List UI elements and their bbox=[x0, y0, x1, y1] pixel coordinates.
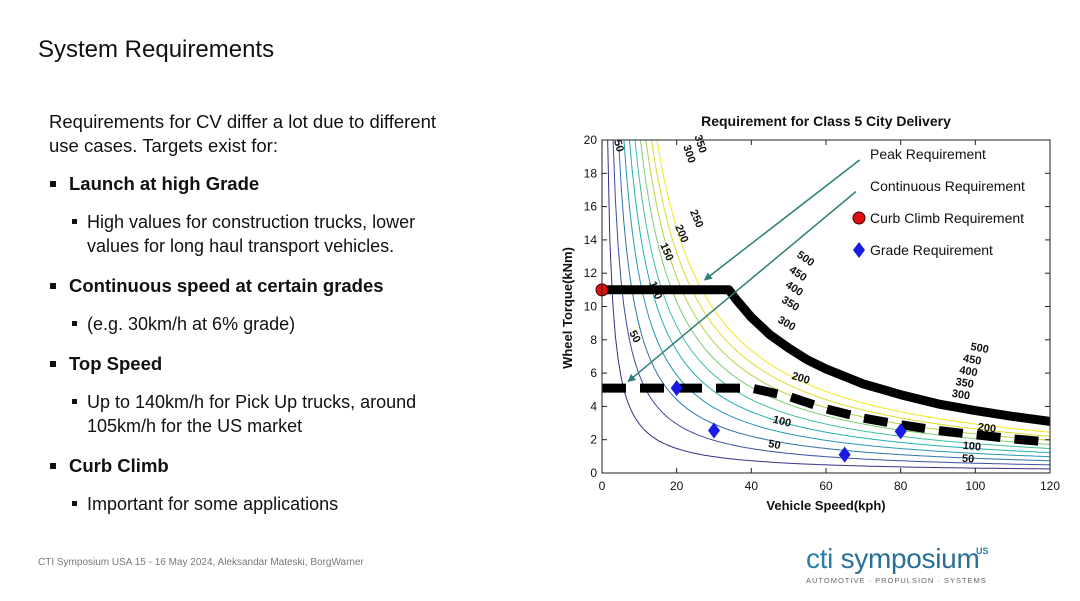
contour-label-19: 400 bbox=[958, 364, 979, 380]
x-tick-label-120: 120 bbox=[1039, 479, 1060, 493]
y-axis-label: Wheel Torque(kNm) bbox=[560, 247, 575, 369]
contour-label-0: 50 bbox=[610, 138, 626, 154]
contour-label-16: 350 bbox=[779, 294, 802, 314]
contour-label-13: 300 bbox=[775, 314, 798, 334]
contour-label-21: 450 bbox=[962, 352, 983, 368]
x-tick-label-0: 0 bbox=[598, 479, 606, 493]
annotation-arrow-0 bbox=[705, 160, 860, 280]
legend-label-2: Curb Climb Requirement bbox=[870, 210, 1025, 226]
legend-label-3: Grade Requirement bbox=[870, 242, 993, 258]
y-tick-label-6: 6 bbox=[590, 366, 597, 381]
logo-superscript: US bbox=[976, 546, 989, 556]
contour-label-18: 400 bbox=[783, 278, 806, 300]
sub-bullet-top-speed: Up to 140km/h for Pick Up trucks, around 105km/h for the US market bbox=[71, 390, 427, 438]
slide-content bbox=[49, 110, 469, 532]
footer-text: CTI Symposium USA 15 - 16 May 2024, Aleksandar Mateski, BorgWarner bbox=[38, 557, 364, 568]
contour-label-15: 350 bbox=[691, 133, 709, 155]
contour-label-17: 350 bbox=[954, 376, 975, 391]
sub-bullet-launch-grade: High values for construction trucks, lower values for long haul transport vehicles. bbox=[71, 210, 427, 258]
x-tick-label-60: 60 bbox=[819, 479, 833, 493]
legend-curb-climb-marker bbox=[853, 212, 865, 224]
x-axis-label: Vehicle Speed(kph) bbox=[766, 498, 886, 513]
contour-label-5: 100 bbox=[771, 413, 793, 430]
contour-label-23: 500 bbox=[969, 340, 990, 357]
chart-legend bbox=[853, 146, 1025, 258]
contour-label-7: 150 bbox=[657, 241, 676, 263]
sub-bullet-curb-climb: Important for some applications bbox=[71, 492, 427, 516]
grade-requirement-marker-0 bbox=[671, 380, 683, 396]
contour-label-11: 250 bbox=[687, 207, 706, 230]
chart-title: Requirement for Class 5 City Delivery bbox=[701, 113, 951, 129]
bullet-curb-climb: Curb Climb bbox=[49, 454, 469, 478]
contour-label-8: 200 bbox=[672, 222, 691, 245]
logo-symposium: symposium bbox=[833, 543, 980, 574]
contour-label-14: 300 bbox=[950, 387, 971, 403]
y-tick-label-10: 10 bbox=[583, 299, 597, 314]
legend-label-0: Peak Requirement bbox=[870, 146, 986, 162]
contour-label-6: 100 bbox=[962, 439, 982, 454]
slide-title: System Requirements bbox=[38, 36, 275, 63]
sub-bullet-continuous-speed: (e.g. 30km/h at 6% grade) bbox=[71, 312, 427, 336]
contour-label-2: 50 bbox=[767, 437, 782, 453]
y-tick-label-8: 8 bbox=[590, 332, 597, 347]
annotation-arrows bbox=[628, 160, 859, 381]
legend-grade-marker bbox=[853, 242, 865, 258]
logo-tagline: AUTOMOTIVE · PROPULSION · SYSTEMS bbox=[806, 576, 987, 585]
y-tick-label-20: 20 bbox=[583, 133, 597, 147]
x-tick-label-80: 80 bbox=[893, 479, 908, 493]
y-tick-label-12: 12 bbox=[583, 266, 597, 281]
chart-svg bbox=[556, 108, 1060, 520]
intro-text: Requirements for CV differ a lot due to different use cases. Targets exist for: bbox=[49, 111, 437, 156]
contour-label-22: 500 bbox=[794, 248, 817, 270]
y-tick-label-0: 0 bbox=[590, 466, 597, 480]
grade-requirement-marker-2 bbox=[839, 447, 851, 463]
contour-label-20: 450 bbox=[786, 263, 809, 285]
y-tick-label-16: 16 bbox=[583, 199, 597, 214]
x-tick-label-100: 100 bbox=[965, 479, 986, 493]
y-tick-label-14: 14 bbox=[583, 232, 597, 247]
logo-cti: cti bbox=[806, 543, 834, 574]
contour-label-10: 200 bbox=[977, 421, 997, 436]
bullet-launch-grade: Launch at high Grade bbox=[49, 172, 469, 196]
x-tick-label-20: 20 bbox=[669, 479, 684, 493]
contour-label-4: 100 bbox=[646, 279, 665, 302]
cti-symposium-logo bbox=[806, 544, 1006, 588]
contour-label-1: 50 bbox=[626, 328, 643, 345]
bullet-continuous-speed: Continuous speed at certain grades bbox=[49, 274, 469, 298]
y-tick-label-2: 2 bbox=[590, 432, 597, 447]
legend-label-1: Continuous Requirement bbox=[870, 178, 1025, 194]
contour-label-9: 200 bbox=[790, 370, 812, 387]
x-tick-label-40: 40 bbox=[744, 479, 759, 493]
y-tick-label-4: 4 bbox=[590, 399, 597, 414]
contour-label-12: 300 bbox=[680, 143, 698, 165]
y-tick-label-18: 18 bbox=[583, 166, 597, 181]
requirement-chart bbox=[556, 108, 1060, 520]
series-layer bbox=[602, 290, 1050, 442]
contour-label-3: 50 bbox=[961, 452, 975, 466]
grade-requirement-marker-1 bbox=[708, 423, 720, 439]
bullet-top-speed: Top Speed bbox=[49, 352, 469, 376]
